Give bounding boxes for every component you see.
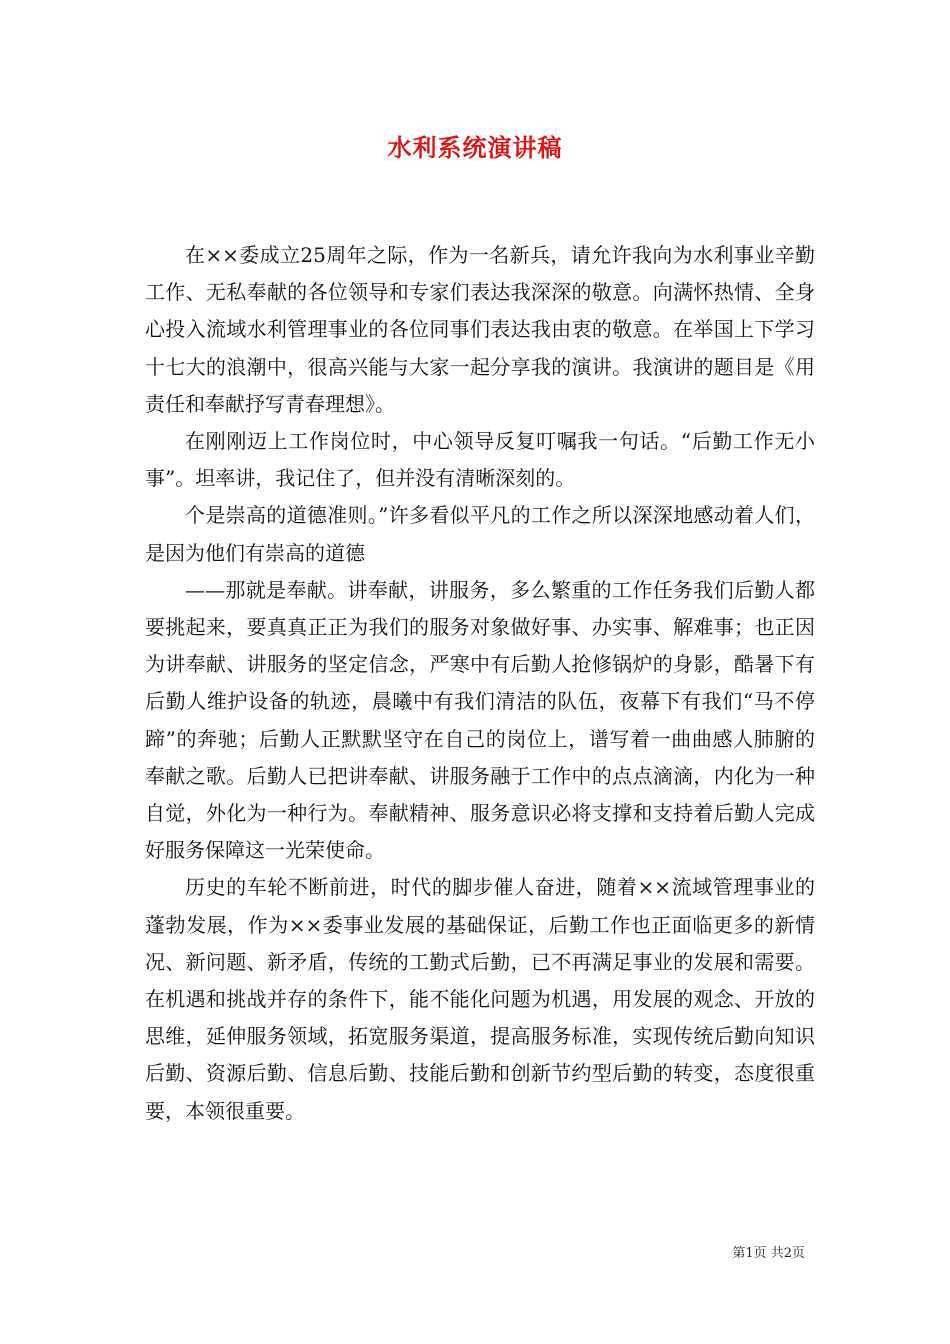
paragraph: ——那就是奉献。讲奉献，讲服务，多么繁重的工作任务我们后勤人都要挑起来，要真真正正为我们的服务对象做好事、办实事、解难事；也正因为讲奉献、讲服务的坚定信念，严寒中有后勤人抢修锅炉的身影，酷暑下有后勤人维护设备的轨迹，晨曦中有我们清洁的队伍，夜幕下有我们“马不停蹄”的奔驰；后勤人正默默坚守在自己的岗位上，谱写着一曲曲感人肺腑的奉献之歌。后勤人已把讲奉献、讲服务融于工作中的点点滴滴，内化为一种自觉，外化为一种行为。奉献精神、服务意识必将支撑和支持着后勤人完成好服务保障这一光荣使命。: [145, 577, 815, 863]
paragraph: 在××委成立25周年之际，作为一名新兵，请允许我向为水利事业辛勤工作、无私奉献的各位领导和专家们表达我深深的敬意。向满怀热情、全身心投入流域水利管理事业的各位同事们表达我由衷的敬意。在举国上下学习十七大的浪潮中，很高兴能与大家一起分享我的演讲。我演讲的题目是《用责任和奉献抒写青春理想》。: [145, 243, 815, 416]
paragraph: 历史的车轮不断前进，时代的脚步催人奋进，随着××流域管理事业的蓬勃发展，作为××委事业发展的基础保证，后勤工作也正面临更多的新情况、新问题、新矛盾，传统的工勤式后勤，已不再满足事业的发展和需要。在机遇和挑战并存的条件下，能不能化问题为机遇，用发展的观念、开放的思维，延伸服务领域，拓宽服务渠道，提高服务标准，实现传统后勤向知识后勤、资源后勤、信息后勤、技能后勤和创新节约型后勤的转变，态度很重要，本领很重要。: [145, 875, 815, 1123]
document-body: [145, 237, 815, 1130]
paragraph: 在刚刚迈上工作岗位时，中心领导反复叮嘱我一句话。“后勤工作无小事”。坦率讲，我记住了，但并没有清晰深刻的。: [145, 429, 815, 491]
paragraph: 个是崇高的道德准则。”许多看似平凡的工作之所以深深地感动着人们，是因为他们有崇高的道德: [145, 503, 815, 565]
page-number: 第1页 共2页: [732, 1246, 805, 1261]
document-title: 水利系统演讲稿: [387, 133, 563, 162]
